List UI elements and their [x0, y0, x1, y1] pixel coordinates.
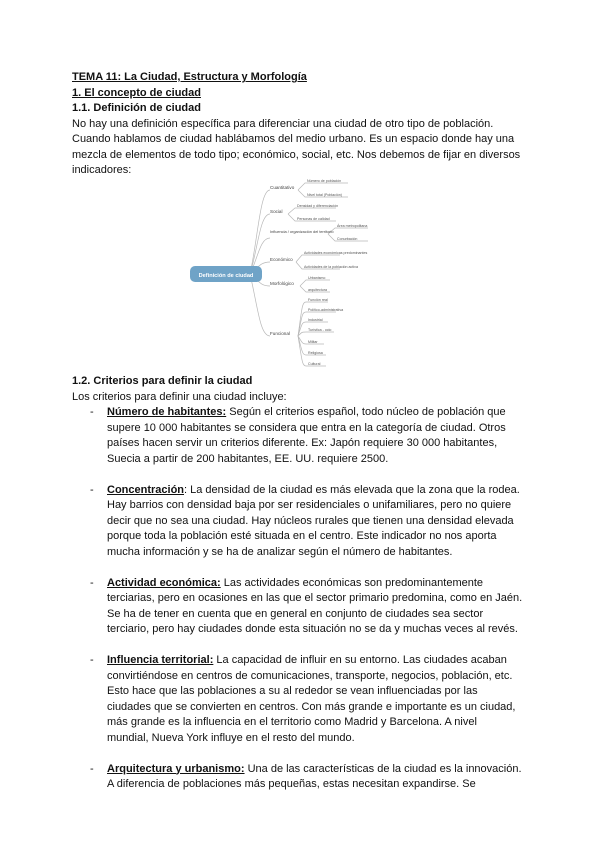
- mindmap-leaf: Turística - ocio: [308, 328, 332, 332]
- mindmap-leaf: arquitectura: [308, 288, 327, 292]
- mindmap-leaf: Conurbación: [337, 237, 358, 241]
- criterion-term: Arquitectura y urbanismo:: [107, 762, 245, 775]
- criterion-term: Concentración: [107, 483, 185, 496]
- criterion-text: : La densidad de la ciudad es más elevada que la zona que la rodea.: [184, 483, 520, 496]
- criterion-text: A diferencia de poblaciones más pequeñas, estas necesitan expandirse. Se: [107, 778, 476, 790]
- mindmap-leaf: Densidad y diferenciación: [297, 204, 339, 208]
- list-item: [72, 576, 542, 638]
- criteria-intro: Los criterios para definir una ciudad incluye:: [72, 390, 287, 403]
- subsection-1-2-heading: 1.2. Criterios para definir la ciudad: [72, 375, 253, 387]
- criterion-term: Actividad económica:: [107, 576, 221, 589]
- mindmap-leaf: Número de población: [307, 179, 342, 183]
- intro-line: No hay una definición específica para diferenciar una ciudad de otro tipo de población.: [72, 117, 494, 130]
- criterion-text: ciudades que se convierten en centros. Con más grande e importante es un ciudad,: [107, 700, 516, 713]
- mind-map-diagram: [188, 178, 388, 370]
- subsection-1-1-heading: 1.1. Definición de ciudad: [72, 102, 201, 114]
- criterion-term: Influencia territorial:: [107, 654, 214, 666]
- criterion-term: Número de habitantes:: [107, 406, 227, 418]
- bullet-dash: -: [90, 762, 94, 775]
- mindmap-leaf: Actividades económicas predominantes: [304, 251, 368, 255]
- criterion-text: porque toda la población esté situada en el centro. Este indicador no nos aporta: [107, 530, 497, 542]
- mindmap-connectors: [250, 183, 368, 366]
- criterion-text: más grande es la influencia en el territorio como Madrid y Barcelona. A nivel: [107, 716, 477, 728]
- intro-line: mezcla de elementos de todo tipo; económico, social, etc. Nos debemos de fijar en diversos: [72, 148, 521, 161]
- criterion-text: La capacidad de influir en su entorno. Las ciudades acaban: [213, 654, 507, 666]
- mindmap-leaf: Urbanismo: [308, 276, 326, 280]
- mindmap-leaf: Función real: [308, 298, 328, 302]
- criteria-list: [72, 405, 542, 793]
- criterion-text: Esto hace que las poblaciones a su al rededor se vean influenciadas por las: [107, 685, 478, 697]
- mindmap-branch-label: Económico: [270, 257, 293, 262]
- document-page: [72, 70, 542, 179]
- mindmap-leaf: Religiosa: [308, 351, 323, 355]
- section-1-2: [72, 374, 542, 808]
- criterion-text: terciarias, pero en ocasiones en las que el sector primario predomina, como en Jaén.: [107, 592, 523, 604]
- list-item: [72, 405, 542, 467]
- criterion-text: Se ha de tener en cuenta que en general en conjunto de ciudades sea sector: [107, 607, 484, 620]
- criterion-text: decir que no sea una ciudad. Hay núcleos rurales que tienen una densidad elevada: [107, 514, 514, 527]
- mindmap-root-label: Definición de ciudad: [198, 273, 254, 279]
- list-item: [72, 653, 542, 746]
- list-item: [72, 483, 542, 561]
- criterion-text: convirtiéndose en centros de comunicaciones, transporte, negocios, población, etc.: [107, 669, 513, 682]
- criterion-text: Hay barrios con densidad baja por ser residenciales o unifamiliares, pero no quiere: [107, 499, 512, 511]
- criterion-text: mundial, Nueva York influye en el resto del mundo.: [107, 731, 355, 744]
- intro-line: indicadores:: [72, 164, 132, 176]
- bullet-dash: -: [90, 576, 94, 589]
- mindmap-leaf: Nivel total (Población): [307, 193, 342, 197]
- criterion-text: Suecia a partir de 200 habitantes, EE. UU. requiere 2500.: [107, 452, 389, 465]
- criterion-text: países hacen servir un criterios diferente. Ex: Japón requiere 30 000 habitantes,: [107, 437, 498, 449]
- bullet-dash: -: [90, 654, 94, 666]
- mindmap-leaf: Político-administrativa: [308, 308, 344, 312]
- mindmap-branch-label: Social: [270, 209, 283, 214]
- mindmap-branch-label: Influencia / organización del territorio: [270, 229, 334, 234]
- mindmap-branch-label: Morfológico: [270, 281, 294, 286]
- mindmap-leaf: Cultural: [308, 362, 321, 366]
- intro-line: Cuando hablamos de ciudad hablábamos del medio urbano. Es un espacio donde hay una: [72, 133, 515, 145]
- criterion-text: Según el criterios español, todo núcleo de población que: [226, 406, 506, 418]
- mindmap-leaf: Área metropolitana: [337, 224, 368, 228]
- mindmap-branch-label: Funcional: [270, 331, 290, 336]
- mindmap-leaf: Personas de calidad: [297, 217, 330, 221]
- bullet-dash: -: [90, 483, 94, 496]
- criterion-text: Las actividades económicas son predominantemente: [220, 576, 484, 589]
- mindmap-branch-label: Cuantitativo: [270, 185, 295, 190]
- section-1-heading: 1. El concepto de ciudad: [72, 86, 201, 99]
- mindmap-leaf: Industrial: [308, 318, 323, 322]
- criterion-text: Una de las características de la ciudad es la innovación.: [244, 762, 522, 775]
- criterion-text: terciario, pero hay ciudades donde esta situación no se da y muchas veces al revés.: [107, 623, 518, 635]
- criterion-text: mucha información y se ha de analizar según el número de habitantes.: [107, 545, 453, 558]
- bullet-dash: -: [90, 406, 94, 418]
- mindmap-leaf: Actividades de la población activa: [304, 265, 358, 269]
- mindmap-leaf: Militar: [308, 340, 318, 344]
- doc-title: TEMA 11: La Ciudad, Estructura y Morfología: [72, 71, 307, 83]
- list-item: [72, 762, 542, 793]
- criterion-text: supere 10 000 habitantes se considera que entra en la categoría de ciudad. Otros: [107, 421, 506, 434]
